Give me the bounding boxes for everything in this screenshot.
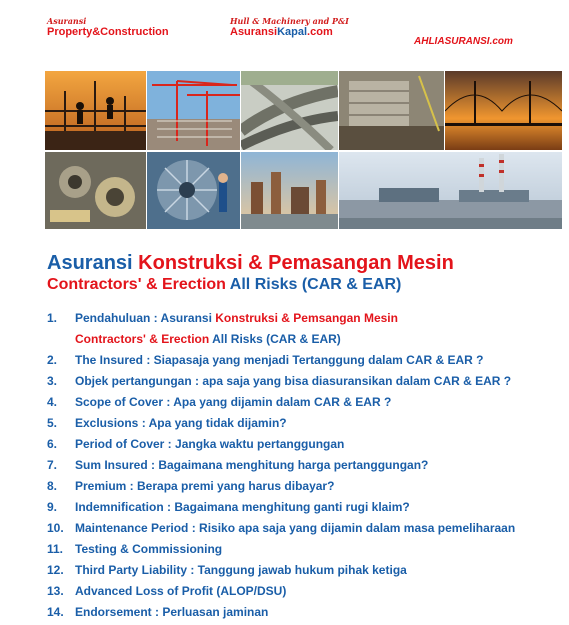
list-item-text: Maintenance Period : Risiko apa saja yang dijamin dalam masa pemeliharaan	[75, 521, 516, 535]
list-item[interactable]	[47, 560, 562, 581]
list-item-number: 3.	[47, 374, 58, 388]
list-item-continuation[interactable]	[47, 329, 562, 350]
list-item-text: Premium : Berapa premi yang harus dibayar?	[75, 479, 335, 493]
list-item[interactable]	[47, 581, 562, 602]
list-item[interactable]	[47, 371, 562, 392]
page-subtitle	[47, 276, 401, 294]
list-item-number: 7.	[47, 458, 58, 472]
title2-part-d: rection	[172, 276, 226, 293]
list-item[interactable]	[47, 350, 562, 371]
list-item-text: Sum Insured : Bagaimana menghitung harga pertanggungan?	[75, 458, 429, 472]
list-item-text-b: All Risks (CAR & EAR)	[209, 332, 341, 346]
list-item-text-b: Konstruksi & Pemsangan Mesin	[215, 311, 398, 325]
list-item[interactable]	[47, 434, 562, 455]
list-item-text-a: Pendahuluan : Asuransi	[75, 311, 216, 325]
logo3-part3: .com	[489, 36, 513, 47]
logo3-part1: AHLI	[414, 36, 438, 47]
list-item-number: 8.	[47, 479, 58, 493]
title2-part-e: All Risks (CAR & EAR)	[225, 276, 402, 293]
title2-part-a: C	[47, 276, 59, 293]
list-item-number: 14.	[47, 605, 64, 619]
logo1-name: Property&Construction	[47, 26, 169, 38]
list-item-number: 9.	[47, 500, 58, 514]
photo-engine-machinery	[45, 152, 146, 229]
list-item[interactable]	[47, 518, 562, 539]
logo3-part2: ASURANSI	[437, 36, 490, 47]
photo-construction-workers	[45, 71, 146, 150]
list-item-number: 6.	[47, 437, 58, 451]
photo-collage	[45, 71, 562, 229]
topic-list	[47, 308, 562, 623]
list-item-text: Exclusions : Apa yang tidak dijamin?	[75, 416, 287, 430]
list-item-text: Endorsement : Perluasan jaminan	[75, 605, 269, 619]
list-item-number: 1.	[47, 311, 58, 325]
list-item[interactable]	[47, 392, 562, 413]
list-item-number: 13.	[47, 584, 64, 598]
page-title	[47, 252, 454, 275]
list-item[interactable]	[47, 476, 562, 497]
logo-ahli-asuransi[interactable]	[414, 35, 513, 48]
list-item[interactable]	[47, 602, 562, 623]
photo-industrial-plant	[241, 152, 338, 229]
title2-part-b: ontractors' &	[58, 276, 162, 293]
list-item[interactable]	[47, 308, 562, 329]
logo-property-construction[interactable]	[47, 17, 169, 39]
list-item-text: Objek pertangungan : apa saja yang bisa diasuransikan dalam CAR & EAR ?	[75, 374, 512, 388]
list-item[interactable]	[47, 455, 562, 476]
list-item-number: 12.	[47, 563, 64, 577]
logo2-name	[230, 26, 349, 39]
list-item[interactable]	[47, 413, 562, 434]
list-item[interactable]	[47, 539, 562, 560]
list-item-text: Scope of Cover : Apa yang dijamin dalam CAR & EAR ?	[75, 395, 392, 409]
list-item-text: Period of Cover : Jangka waktu pertanggungan	[75, 437, 345, 451]
list-item-number: 5.	[47, 416, 58, 430]
photo-bridge-sunset	[445, 71, 562, 150]
logo1-tagline: Asuransi	[47, 16, 87, 26]
photo-turbine-inspection	[147, 152, 240, 229]
list-item-text: Indemnification : Bagaimana menghitung ganti rugi klaim?	[75, 500, 410, 514]
list-item-number: 2.	[47, 353, 58, 367]
list-item-text: The Insured : Siapasaja yang menjadi Tertanggung dalam CAR & EAR ?	[75, 353, 484, 367]
list-item[interactable]	[47, 497, 562, 518]
title2-part-c: E	[161, 276, 173, 293]
list-item-number: 4.	[47, 395, 58, 409]
list-item-text: Advanced Loss of Profit (ALOP/DSU)	[75, 584, 287, 598]
logo3-name	[414, 35, 513, 48]
list-item-text: Testing & Commissioning	[75, 542, 223, 556]
list-item-number: 11.	[47, 542, 64, 556]
logo2-name-part1: Asuransi	[230, 26, 278, 38]
photo-tower-crane	[147, 71, 240, 150]
title1-part-a: Asuransi	[47, 252, 139, 274]
list-item-text: Third Party Liability : Tanggung jawab hukum pihak ketiga	[75, 563, 407, 577]
logo2-tagline: Hull & Machinery and P&I	[230, 16, 349, 26]
list-item-text-a: Contractors' & Erection	[75, 332, 210, 346]
title1-part-b: Konstruksi & Pemasangan Mesin	[138, 252, 454, 274]
list-item-text	[75, 311, 398, 325]
logo-asuransi-kapal[interactable]	[230, 17, 349, 39]
photo-highway-interchange	[241, 71, 338, 150]
photo-dam-construction	[339, 71, 444, 150]
logo2-name-part2: Kapal	[277, 26, 308, 38]
photo-power-plant	[339, 152, 562, 229]
logo2-name-part3: .com	[307, 26, 333, 38]
list-item-text	[75, 332, 341, 346]
list-item-number: 10.	[47, 521, 64, 535]
